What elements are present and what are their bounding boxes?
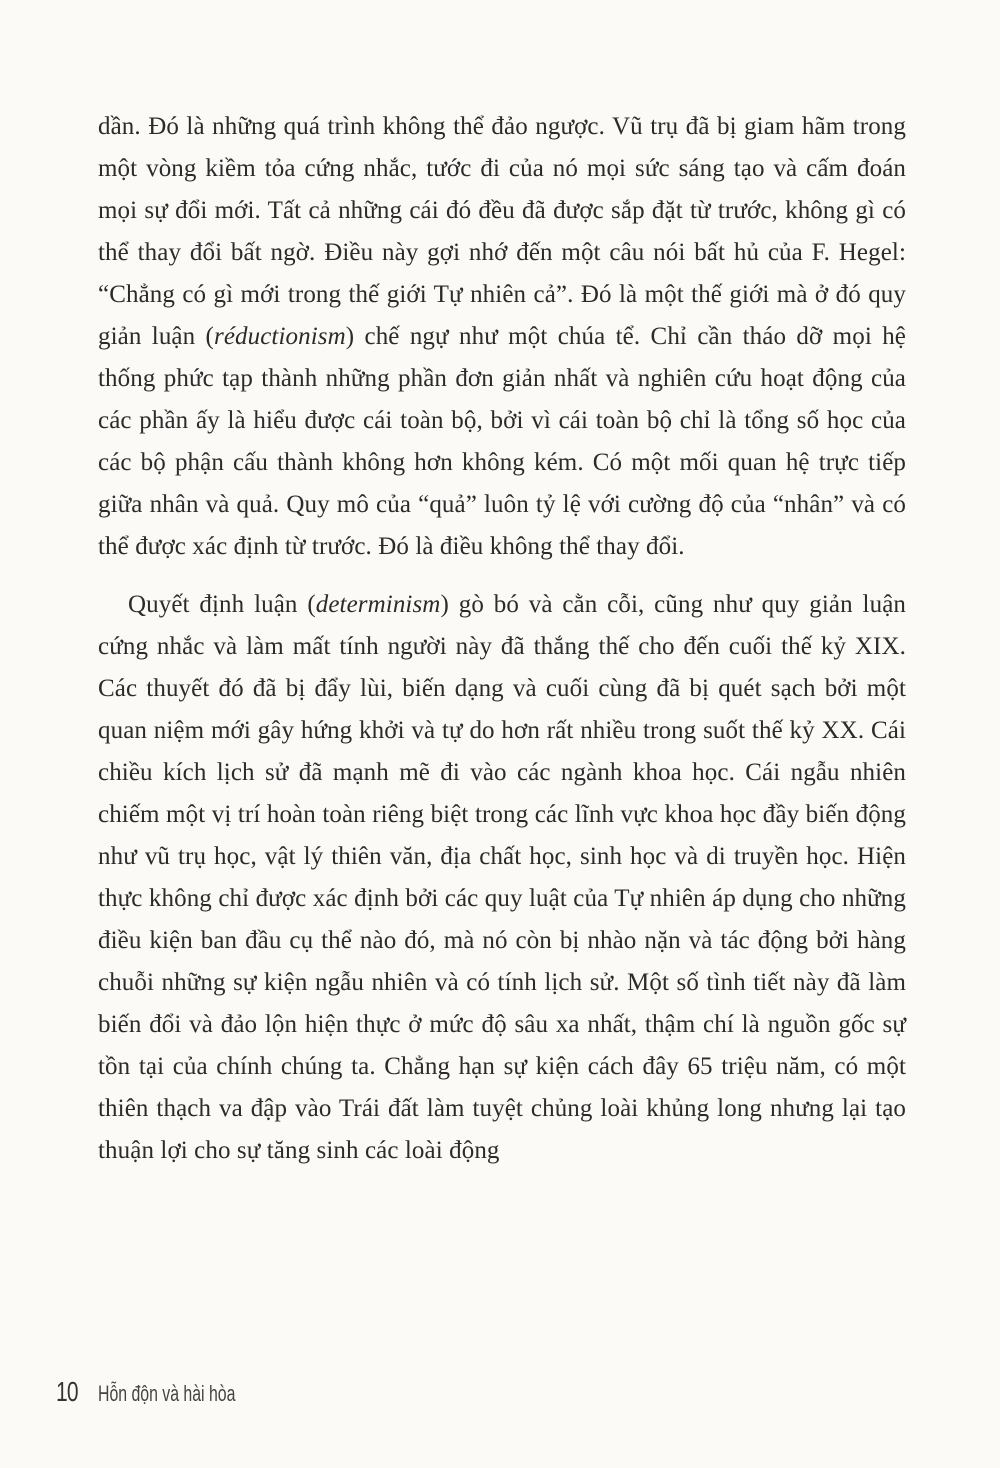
page-footer xyxy=(56,1376,288,1408)
paragraph-1-text-start: dần. Đó là những quá trình không thể đảo ngược. Vũ trụ đã bị giam hãm trong một vòng kiềm tỏa cứng nhắc, tước đi của nó mọi sức sáng tạo và cấm đoán mọi sự đổi mới. Tất cả những cái đó đều đã được sắp đặt từ trước, không gì có thể thay đổi bất ngờ. Điều này gợi nhớ đến một câu nói bất hủ của F. Hegel: “Chẳng có gì mới trong thế giới Tự nhiên cả”. Đó là một thế giới mà ở đó quy giản luận ( xyxy=(98,113,906,350)
paragraph-1-italic-term: réductionism xyxy=(213,323,346,350)
paragraph-2-italic-term: determinism xyxy=(315,591,441,618)
page-number: 10 xyxy=(56,1376,78,1407)
body-text xyxy=(98,106,906,1172)
paragraph-2 xyxy=(98,584,906,1172)
running-title: Hỗn độn và hài hòa xyxy=(97,1381,236,1406)
paragraph-1 xyxy=(98,106,906,568)
paragraph-2-text-end: ) gò bó và cằn cỗi, cũng như quy giản luận cứng nhắc và làm mất tính người này đã thắng thế cho đến cuối thế kỷ XIX. Các thuyết đó đã bị đẩy lùi, biến dạng và cuối cùng đã bị quét sạch bởi một quan niệm mới gây hứng khởi và tự do hơn rất nhiều trong suốt thế kỷ XX. Cái chiều kích lịch sử đã mạnh mẽ đi vào các ngành khoa học. Cái ngẫu nhiên chiếm một vị trí hoàn toàn riêng biệt trong các lĩnh vực khoa học đầy biến động như vũ trụ học, vật lý thiên văn, địa chất học, sinh học và di truyền học. Hiện thực không chỉ được xác định bởi các quy luật của Tự nhiên áp dụng cho những điều kiện ban đầu cụ thể nào đó, mà nó còn bị nhào nặn và tác động bởi hàng chuỗi những sự kiện ngẫu nhiên và có tính lịch sử. Một số tình tiết này đã làm biến đổi và đảo lộn hiện thực ở mức độ sâu xa nhất, thậm chí là nguồn gốc sự tồn tại của chính chúng ta. Chẳng hạn sự kiện cách đây 65 triệu năm, có một thiên thạch va đập vào Trái đất làm tuyệt chủng loài khủng long nhưng lại tạo thuận lợi cho sự tăng sinh các loài động xyxy=(98,591,906,1164)
paragraph-2-text-start: Quyết định luận ( xyxy=(128,591,316,618)
paragraph-1-text-end: ) chế ngự như một chúa tể. Chỉ cần tháo dỡ mọi hệ thống phức tạp thành những phần đơn giản nhất và nghiên cứu hoạt động của các phần ấy là hiểu được cái toàn bộ, bởi vì cái toàn bộ chỉ là tổng số học của các bộ phận cấu thành không hơn không kém. Có một mối quan hệ trực tiếp giữa nhân và quả. Quy mô của “quả” luôn tỷ lệ với cường độ của “nhân” và có thể được xác định từ trước. Đó là điều không thể thay đổi. xyxy=(98,323,906,560)
